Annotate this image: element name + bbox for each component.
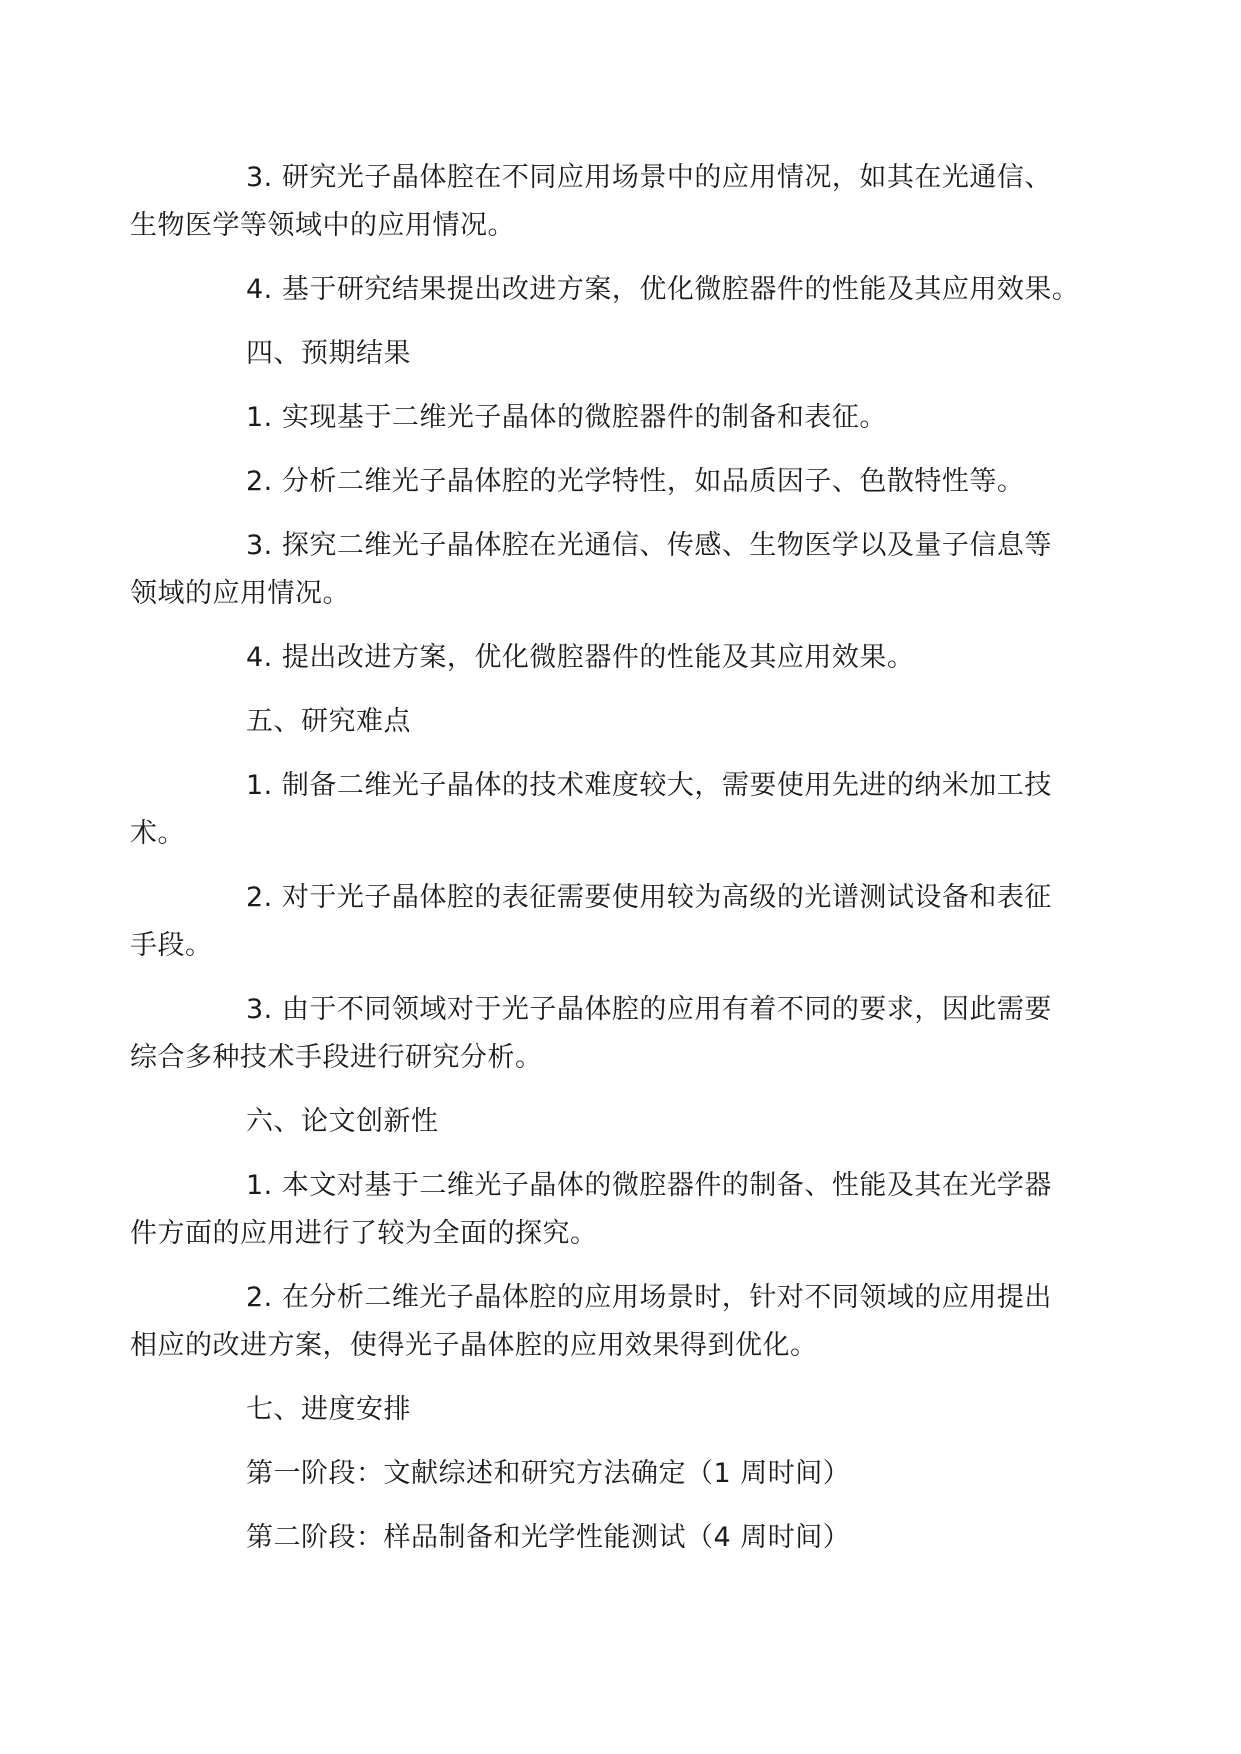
section-heading bbox=[188, 1098, 1088, 1146]
text-line: 1. 实现基于二维光子晶体的微腔器件的制备和表征。 bbox=[246, 402, 887, 433]
paragraph bbox=[130, 986, 1088, 1082]
text-line: 第二阶段：样品制备和光学性能测试（4 周时间） bbox=[246, 1522, 851, 1553]
text-line: 2. 对于光子晶体腔的表征需要使用较为高级的光谱测试设备和表征 bbox=[246, 882, 1052, 913]
text-line: 七、进度安排 bbox=[246, 1394, 411, 1425]
text-line: 2. 在分析二维光子晶体腔的应用场景时，针对不同领域的应用提出 bbox=[246, 1282, 1052, 1313]
paragraph bbox=[188, 266, 1088, 314]
paragraph bbox=[130, 522, 1088, 618]
paragraph bbox=[130, 762, 1088, 858]
text-line: 4. 提出改进方案，优化微腔器件的性能及其应用效果。 bbox=[246, 642, 915, 673]
section-heading bbox=[188, 698, 1088, 746]
paragraph bbox=[188, 394, 1088, 442]
text-line: 1. 本文对基于二维光子晶体的微腔器件的制备、性能及其在光学器 bbox=[246, 1170, 1052, 1201]
text-line: 件方面的应用进行了较为全面的探究。 bbox=[130, 1218, 598, 1249]
paragraph bbox=[130, 1162, 1088, 1258]
text-line: 相应的改进方案，使得光子晶体腔的应用效果得到优化。 bbox=[130, 1330, 818, 1361]
text-line: 领域的应用情况。 bbox=[130, 578, 350, 609]
text-line: 生物医学等领域中的应用情况。 bbox=[130, 210, 515, 241]
paragraph bbox=[130, 154, 1088, 250]
paragraph bbox=[188, 1450, 1088, 1498]
text-line: 3. 研究光子晶体腔在不同应用场景中的应用情况，如其在光通信、 bbox=[246, 162, 1052, 193]
text-line: 手段。 bbox=[130, 930, 213, 961]
paragraph bbox=[188, 1514, 1088, 1562]
paragraph bbox=[188, 634, 1088, 682]
text-line: 第一阶段：文献综述和研究方法确定（1 周时间） bbox=[246, 1458, 851, 1489]
text-line: 4. 基于研究结果提出改进方案，优化微腔器件的性能及其应用效果。 bbox=[246, 274, 1080, 305]
text-line: 3. 由于不同领域对于光子晶体腔的应用有着不同的要求，因此需要 bbox=[246, 994, 1052, 1025]
paragraph bbox=[130, 1274, 1088, 1370]
text-line: 六、论文创新性 bbox=[246, 1106, 439, 1137]
text-line: 四、预期结果 bbox=[246, 338, 411, 369]
text-line: 3. 探究二维光子晶体腔在光通信、传感、生物医学以及量子信息等 bbox=[246, 530, 1052, 561]
paragraph bbox=[188, 458, 1088, 506]
text-line: 综合多种技术手段进行研究分析。 bbox=[130, 1042, 543, 1073]
text-line: 术。 bbox=[130, 818, 185, 849]
section-heading bbox=[188, 1386, 1088, 1434]
section-heading bbox=[188, 330, 1088, 378]
paragraph bbox=[130, 874, 1088, 970]
text-line: 2. 分析二维光子晶体腔的光学特性，如品质因子、色散特性等。 bbox=[246, 466, 1025, 497]
text-line: 五、研究难点 bbox=[246, 706, 411, 737]
text-line: 1. 制备二维光子晶体的技术难度较大，需要使用先进的纳米加工技 bbox=[246, 770, 1052, 801]
